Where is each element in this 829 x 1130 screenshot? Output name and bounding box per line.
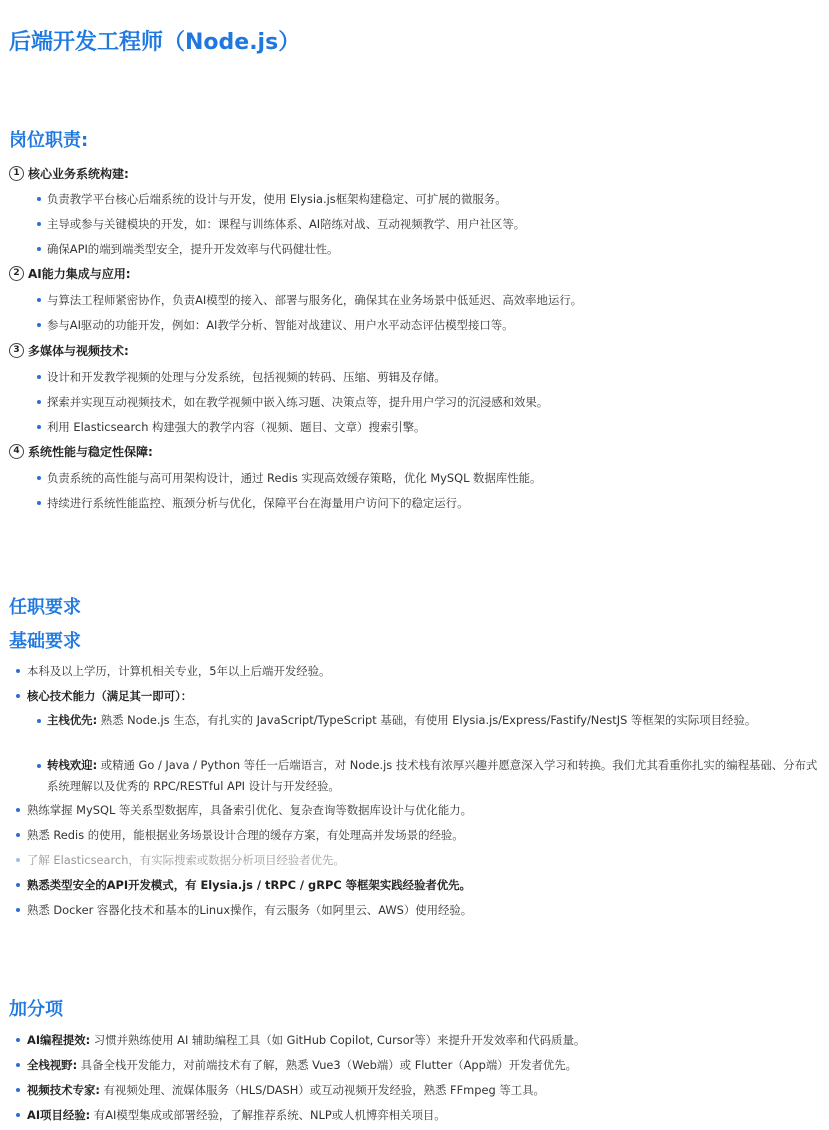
bonus-item-label: AI编程提效: xyxy=(27,1033,91,1047)
number-circle-icon: 1 xyxy=(9,166,24,181)
bonus-item xyxy=(27,1080,545,1100)
bullet-icon xyxy=(37,222,41,226)
bullet-icon xyxy=(37,298,41,302)
requirements-heading: 任职要求 xyxy=(9,597,81,618)
basic-requirements-subheading: 基础要求 xyxy=(9,631,81,652)
section-title: 系统性能与稳定性保障: xyxy=(28,444,153,459)
bullet-icon xyxy=(37,375,41,379)
bullet-icon xyxy=(37,501,41,505)
list-item: 负责教学平台核心后端系统的设计与开发，使用 Elysia.js框架构建稳定、可扩展的微服务。 xyxy=(47,192,507,206)
bullet-icon xyxy=(37,476,41,480)
bullet-icon xyxy=(16,1063,20,1067)
requirement-item-elasticsearch: 了解 Elasticsearch，有实际搜索或数据分析项目经验者优先。 xyxy=(27,853,345,867)
number-circle-icon: 3 xyxy=(9,343,24,358)
bullet-icon xyxy=(16,883,20,887)
core-skill-switch-text: 或精通 Go / Java / Python 等任一后端语言，对 Node.js 技术栈有浓厚兴趣并愿意深入学习和转换。我们尤其看重你扎实的编程基础、分布式系统理解以及优秀的 RPC/RESTful API 设计与开发经验。 xyxy=(47,758,818,793)
section-4-heading xyxy=(9,441,153,461)
number-circle-icon: 2 xyxy=(9,266,24,281)
list-item: 与算法工程师紧密协作，负责AI模型的接入、部署与服务化，确保其在业务场景中低延迟、高效率地运行。 xyxy=(47,293,583,307)
bullet-icon xyxy=(37,247,41,251)
requirement-item-mysql: 熟练掌握 MySQL 等关系型数据库，具备索引优化、复杂查询等数据库设计与优化能力。 xyxy=(27,803,473,817)
bullet-icon xyxy=(37,197,41,201)
bullet-icon xyxy=(16,833,20,837)
bonus-item xyxy=(27,1030,585,1050)
core-skill-primary xyxy=(47,710,825,731)
bullet-icon xyxy=(37,425,41,429)
responsibilities-heading: 岗位职责: xyxy=(9,130,89,151)
section-2-heading xyxy=(9,263,131,283)
bonus-item-text: 有视频处理、流媒体服务（HLS/DASH）或互动视频开发经验，熟悉 FFmpeg 等工具。 xyxy=(103,1083,545,1097)
bullet-icon xyxy=(16,1088,20,1092)
list-item: 确保API的端到端类型安全，提升开发效率与代码健壮性。 xyxy=(47,242,339,256)
requirement-item-typesafe: 熟悉类型安全的API开发模式，有 Elysia.js / tRPC / gRPC 等框架实践经验者优先。 xyxy=(27,878,471,892)
bonus-item-text: 有AI模型集成或部署经验，了解推荐系统、NLP或人机博弈相关项目。 xyxy=(93,1108,446,1122)
list-item: 设计和开发教学视频的处理与分发系统，包括视频的转码、压缩、剪辑及存储。 xyxy=(47,370,446,384)
bonus-item-label: 视频技术专家: xyxy=(27,1083,100,1097)
bonus-item-label: 全栈视野: xyxy=(27,1058,78,1072)
bullet-icon xyxy=(16,1038,20,1042)
list-item: 负责系统的高性能与高可用架构设计，通过 Redis 实现高效缓存策略，优化 MySQL 数据库性能。 xyxy=(47,471,542,485)
bullet-icon xyxy=(16,694,20,698)
section-title: 多媒体与视频技术: xyxy=(28,343,129,358)
bonus-item xyxy=(27,1105,446,1125)
bullet-icon xyxy=(16,908,20,912)
bullet-icon xyxy=(16,858,20,862)
requirement-item-redis: 熟悉 Redis 的使用，能根据业务场景设计合理的缓存方案，有处理高并发场景的经验。 xyxy=(27,828,464,842)
list-item: 参与AI驱动的功能开发，例如：AI教学分析、智能对战建议、用户水平动态评估模型接口等。 xyxy=(47,318,514,332)
section-1-heading xyxy=(9,163,129,183)
bonus-item-label: AI项目经验: xyxy=(27,1108,91,1122)
bullet-icon xyxy=(16,808,20,812)
bullet-icon xyxy=(37,764,41,768)
list-item: 利用 Elasticsearch 构建强大的教学内容（视频、题目、文章）搜索引擎。 xyxy=(47,420,426,434)
bonus-item xyxy=(27,1055,577,1075)
section-3-heading xyxy=(9,340,129,360)
list-item: 持续进行系统性能监控、瓶颈分析与优化，保障平台在海量用户访问下的稳定运行。 xyxy=(47,496,469,510)
bullet-icon xyxy=(37,323,41,327)
bonus-heading: 加分项 xyxy=(9,999,63,1020)
bullet-icon xyxy=(37,400,41,404)
core-skills-title: 核心技术能力（满足其一即可）： xyxy=(27,689,193,703)
bullet-icon xyxy=(16,669,20,673)
requirement-item-docker: 熟悉 Docker 容器化技术和基本的Linux操作，有云服务（如阿里云、AWS）使用经验。 xyxy=(27,903,473,917)
section-title: 核心业务系统构建: xyxy=(28,166,129,181)
bonus-item-text: 具备全栈开发能力，对前端技术有了解，熟悉 Vue3（Web端）或 Flutter（App端）开发者优先。 xyxy=(80,1058,578,1072)
list-item: 主导或参与关键模块的开发，如：课程与训练体系、AI陪练对战、互动视频教学、用户社区等。 xyxy=(47,217,526,231)
bonus-item-text: 习惯并熟练使用 AI 辅助编程工具（如 GitHub Copilot, Cursor等）来提升开发效率和代码质量。 xyxy=(93,1033,586,1047)
bullet-icon xyxy=(16,1113,20,1117)
requirement-item-education: 本科及以上学历，计算机相关专业，5年以上后端开发经验。 xyxy=(27,664,331,678)
core-skill-switch-label: 转栈欢迎: xyxy=(47,758,98,772)
bullet-icon xyxy=(37,719,41,723)
core-skill-primary-label: 主栈优先: xyxy=(47,713,98,727)
page-title: 后端开发工程师（Node.js） xyxy=(9,30,301,55)
section-title: AI能力集成与应用: xyxy=(28,266,131,281)
core-skill-primary-text: 熟悉 Node.js 生态，有扎实的 JavaScript/TypeScript 基础，有使用 Elysia.js/Express/Fastify/NestJS 等框架的实际项目经验。 xyxy=(100,713,757,727)
number-circle-icon: 4 xyxy=(9,444,24,459)
core-skill-switch xyxy=(47,755,825,797)
list-item: 探索并实现互动视频技术，如在教学视频中嵌入练习题、决策点等，提升用户学习的沉浸感和效果。 xyxy=(47,395,549,409)
